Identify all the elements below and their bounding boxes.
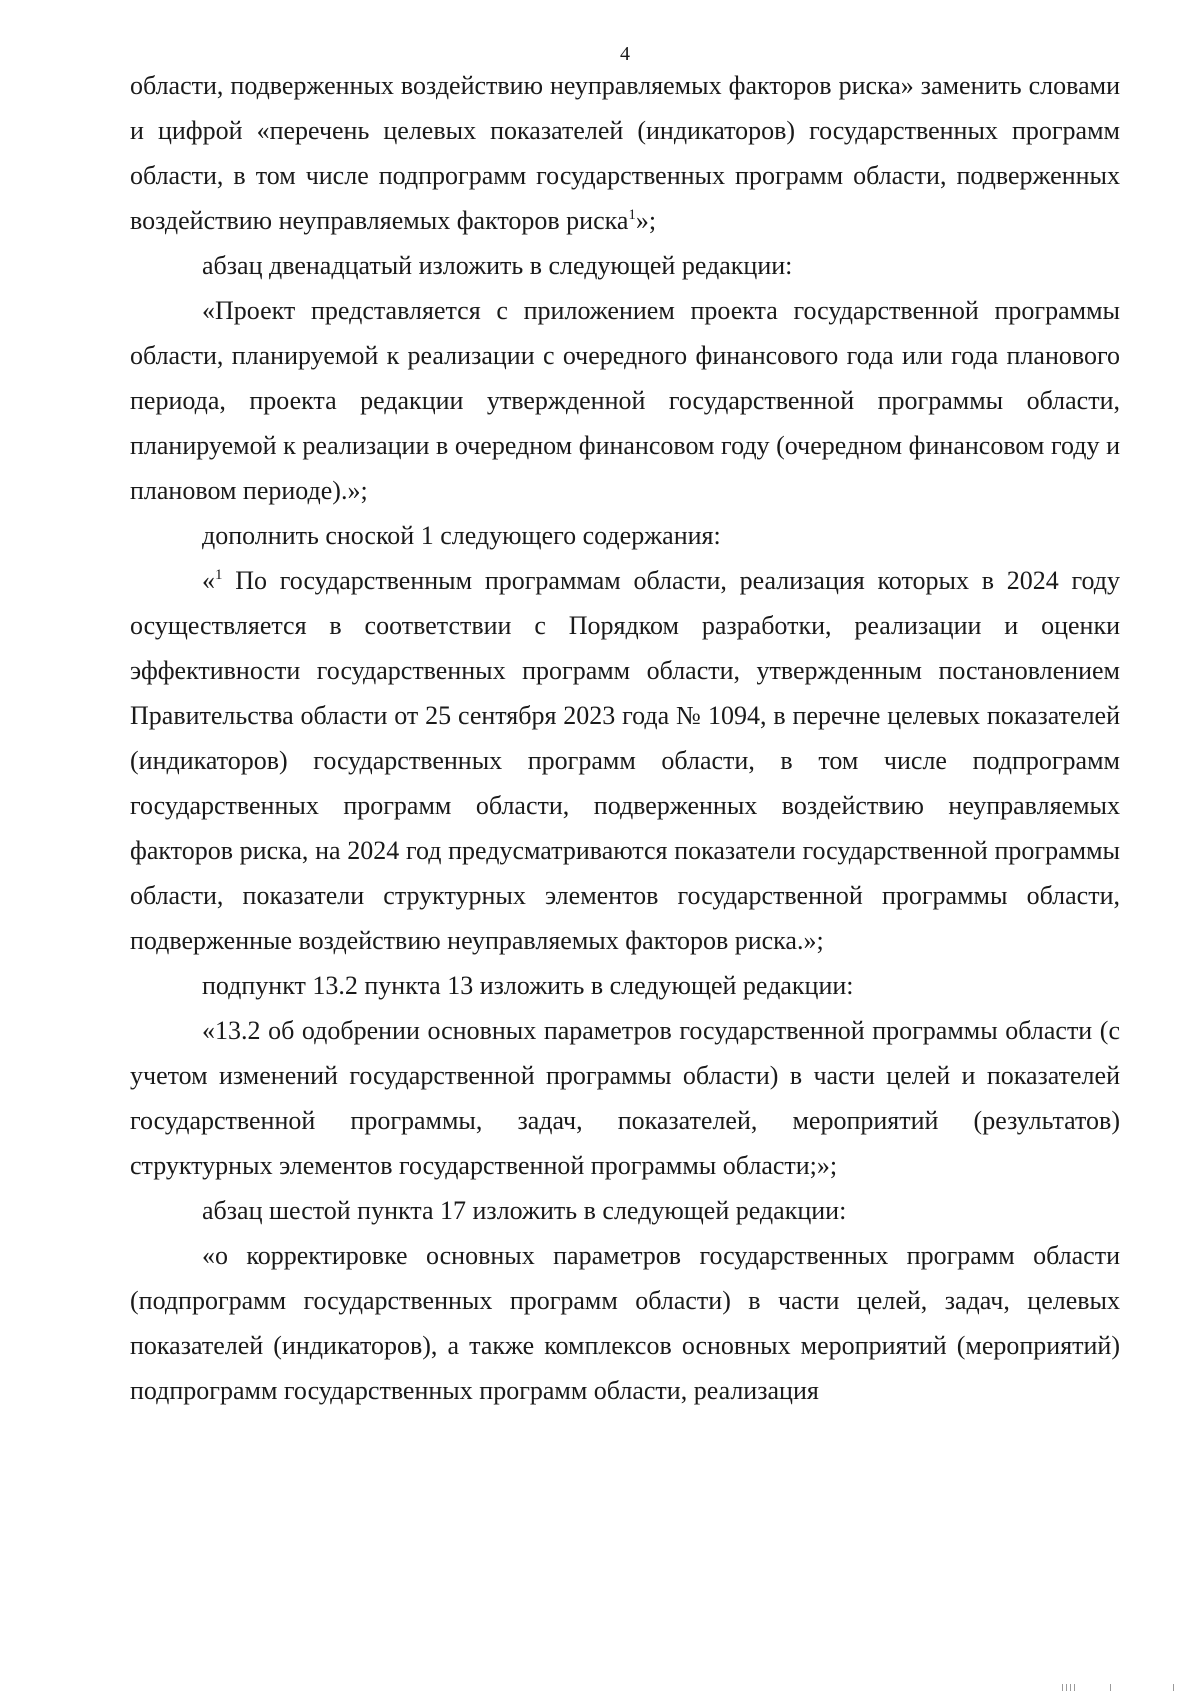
paragraph-amendment-continuation [130,63,1120,243]
paragraph-footnote-text [130,558,1120,963]
scan-artifact [1110,1684,1111,1691]
scan-artifact [1070,1684,1071,1691]
document-body [130,63,1120,1413]
scan-artifact [1066,1684,1067,1691]
paragraph-quoted-project: «Проект представляется с приложением проекта государственной программы области, планируемой к реализации с очередного финансового года или года планового периода, проекта редакции утвержденной государственной программы области, планируемой к реализации в очередном финансовом году (очередном финансовом году и плановом периоде).»; [130,296,1120,505]
page-number: 4 [620,43,630,65]
paragraph-quoted-17: «о корректировке основных параметров государственных программ области (подпрограмм государственных программ области) в части целей, задач, целевых показателей (индикаторов), а также комплексов основных мероприятий (мероприятий) подпрограмм государственных программ области, реализация [130,1241,1120,1405]
scan-artifact [1062,1684,1063,1691]
paragraph-text: области, подверженных воздействию неуправляемых факторов риска» заменить словами и цифрой «перечень целевых показателей (индикаторов) государственных программ области, в том числе подпрограмм государственных программ области, подверженных воздействию неуправляемых факторов риска [130,71,1120,235]
paragraph-instruction-17: абзац шестой пункта 17 изложить в следующей редакции: [202,1196,847,1225]
footnote-marker: 1 [628,207,636,223]
paragraph-instruction-13-2: подпункт 13.2 пункта 13 изложить в следующей редакции: [202,971,854,1000]
paragraph-text-end: »; [635,206,657,235]
paragraph-instruction-footnote: дополнить сноской 1 следующего содержания: [202,521,721,550]
paragraph-quoted-13-2: «13.2 об одобрении основных параметров государственной программы области (с учетом изменений государственной программы области) в части целей и показателей государственной программы, задач, показателей, мероприятий (результатов) структурных элементов государственной программы области;»; [130,1016,1120,1180]
paragraph-text-open: « [202,566,215,595]
scan-artifact [1173,1684,1174,1691]
footnote-marker: 1 [215,567,223,583]
paragraph-text: По государственным программам области, реализация которых в 2024 году осуществляется в соответствии с Порядком разработки, реализации и оценки эффективности государственных программ области, утвержденным постановлением Правительства области от 25 сентября 2023 года № 1094, в перечне целевых показателей (индикаторов) государственных программ области, в том числе подпрограмм государственных программ области, подверженных воздействию неуправляемых факторов риска, на 2024 год предусматриваются показатели государственной программы области, показатели структурных элементов государственной программы области, подверженные воздействию неуправляемых факторов риска.»; [130,566,1120,955]
paragraph-instruction-twelfth: абзац двенадцатый изложить в следующей редакции: [202,251,793,280]
scan-artifact [1074,1684,1075,1691]
